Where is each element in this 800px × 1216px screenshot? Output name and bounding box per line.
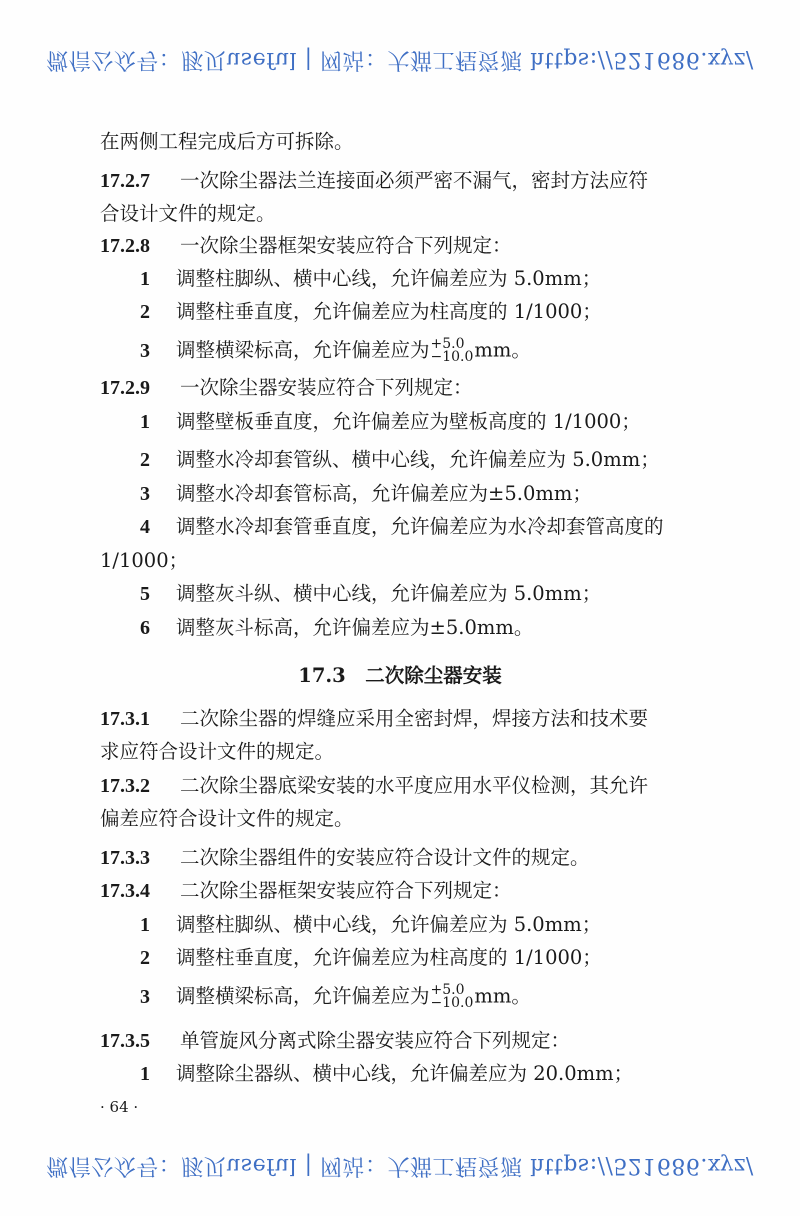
list-item	[140, 913, 601, 937]
list-item	[140, 338, 531, 364]
tolerance-lower: −10.0	[430, 995, 474, 1011]
line-text: 二次除尘器底梁安装的水平度应用水平仪检测，其允许	[180, 774, 649, 797]
item-number: 1	[140, 914, 150, 936]
line-text: 调整水冷却套管垂直度，允许偏差应为水冷却套管高度的	[176, 515, 664, 538]
list-item	[140, 482, 592, 506]
line-text: 调整柱垂直度，允许偏差应为柱高度的 1/1000；	[176, 300, 602, 323]
item-number: 4	[140, 516, 150, 538]
page-number: · 64 ·	[100, 1098, 139, 1116]
clause-line	[100, 1029, 570, 1053]
clause-number: 17.2.9	[100, 377, 150, 399]
text-line	[100, 740, 334, 764]
line-text: 调整水冷却套管纵、横中心线，允许偏差应为 5.0mm；	[176, 448, 660, 471]
item-number: 3	[140, 483, 150, 505]
list-item	[140, 616, 533, 640]
line-text: 单管旋风分离式除尘器安装应符合下列规定：	[180, 1029, 571, 1052]
line-text: 在两侧工程完成后方可拆除。	[100, 130, 354, 153]
clause-line	[100, 879, 512, 903]
text-line	[100, 807, 354, 831]
clause-line	[100, 846, 590, 870]
clause-line	[100, 169, 648, 193]
item-number: 2	[140, 947, 150, 969]
item-number: 5	[140, 583, 150, 605]
clause-number: 17.3.1	[100, 708, 150, 730]
clause-number: 17.3.5	[100, 1030, 150, 1052]
watermark-bottom: 微信公众号：豚贝useful | 网站：大猫工程资源 https://521686.xyz/	[46, 1153, 754, 1178]
tolerance	[431, 984, 474, 1010]
line-text: 调整壁板垂直度，允许偏差应为壁板高度的 1/1000；	[176, 410, 641, 433]
line-text: 求应符合设计文件的规定。	[100, 740, 335, 763]
clause-line	[100, 707, 648, 731]
line-text: 调整灰斗标高，允许偏差应为±5.0mm。	[176, 616, 534, 639]
clause-number: 17.2.8	[100, 235, 150, 257]
clause-number: 17.3.3	[100, 847, 150, 869]
watermark-top: 微信公众号：豚贝useful | 网站：大猫工程资源 https://521686.xyz/	[46, 47, 754, 72]
clause-number: 17.3.2	[100, 775, 150, 797]
list-item	[140, 515, 664, 539]
list-item	[140, 448, 660, 472]
line-text: 调整柱垂直度，允许偏差应为柱高度的 1/1000；	[176, 946, 602, 969]
line-text: 偏差应符合设计文件的规定。	[100, 807, 354, 830]
unit: mm。	[474, 338, 531, 362]
item-number: 3	[140, 339, 150, 362]
text-line	[100, 549, 188, 573]
item-number: 1	[140, 1063, 150, 1085]
line-text: 二次除尘器框架安装应符合下列规定：	[180, 879, 512, 902]
tolerance	[431, 338, 474, 364]
clause-line	[100, 774, 648, 798]
item-number: 3	[140, 985, 150, 1008]
line-text: 调整灰斗纵、横中心线，允许偏差应为 5.0mm；	[176, 582, 602, 605]
item-number: 1	[140, 411, 150, 433]
line-text: 调整除尘器纵、横中心线，允许偏差应为 20.0mm；	[176, 1062, 634, 1085]
list-item	[140, 582, 601, 606]
tolerance-upper: +5.0	[430, 336, 465, 352]
tolerance-upper: +5.0	[430, 982, 465, 998]
line-text: 合设计文件的规定。	[100, 202, 276, 225]
line-text: 1/1000；	[100, 549, 189, 572]
clause-number: 17.3.4	[100, 880, 150, 902]
line-text: 调整横梁标高，允许偏差应为	[176, 984, 430, 1008]
tolerance-lower: −10.0	[430, 349, 474, 365]
list-item	[140, 267, 601, 291]
text-line	[100, 130, 354, 154]
line-text: 调整水冷却套管标高，允许偏差应为±5.0mm；	[176, 482, 592, 505]
line-text: 二次除尘器组件的安装应符合设计文件的规定。	[180, 846, 590, 869]
clause-line	[100, 234, 512, 258]
line-text: 调整横梁标高，允许偏差应为	[176, 338, 430, 362]
list-item	[140, 410, 641, 434]
text-line	[100, 202, 276, 226]
line-text: 调整柱脚纵、横中心线，允许偏差应为 5.0mm；	[176, 913, 602, 936]
item-number: 1	[140, 268, 150, 290]
line-text: 二次除尘器的焊缝应采用全密封焊，焊接方法和技术要	[180, 707, 649, 730]
item-number: 6	[140, 617, 150, 639]
line-text: 一次除尘器安装应符合下列规定：	[180, 376, 473, 399]
line-text: 一次除尘器法兰连接面必须严密不漏气，密封方法应符	[180, 169, 649, 192]
line-text: 调整柱脚纵、横中心线，允许偏差应为 5.0mm；	[176, 267, 602, 290]
line-text: 一次除尘器框架安装应符合下列规定：	[180, 234, 512, 257]
unit: mm。	[474, 984, 531, 1008]
item-number: 2	[140, 301, 150, 323]
section-heading: 17.3 二次除尘器安装	[298, 664, 502, 687]
list-item	[140, 1062, 633, 1086]
clause-number: 17.2.7	[100, 170, 150, 192]
list-item	[140, 946, 602, 970]
item-number: 2	[140, 449, 150, 471]
list-item	[140, 984, 531, 1010]
clause-line	[100, 376, 473, 400]
list-item	[140, 300, 602, 324]
